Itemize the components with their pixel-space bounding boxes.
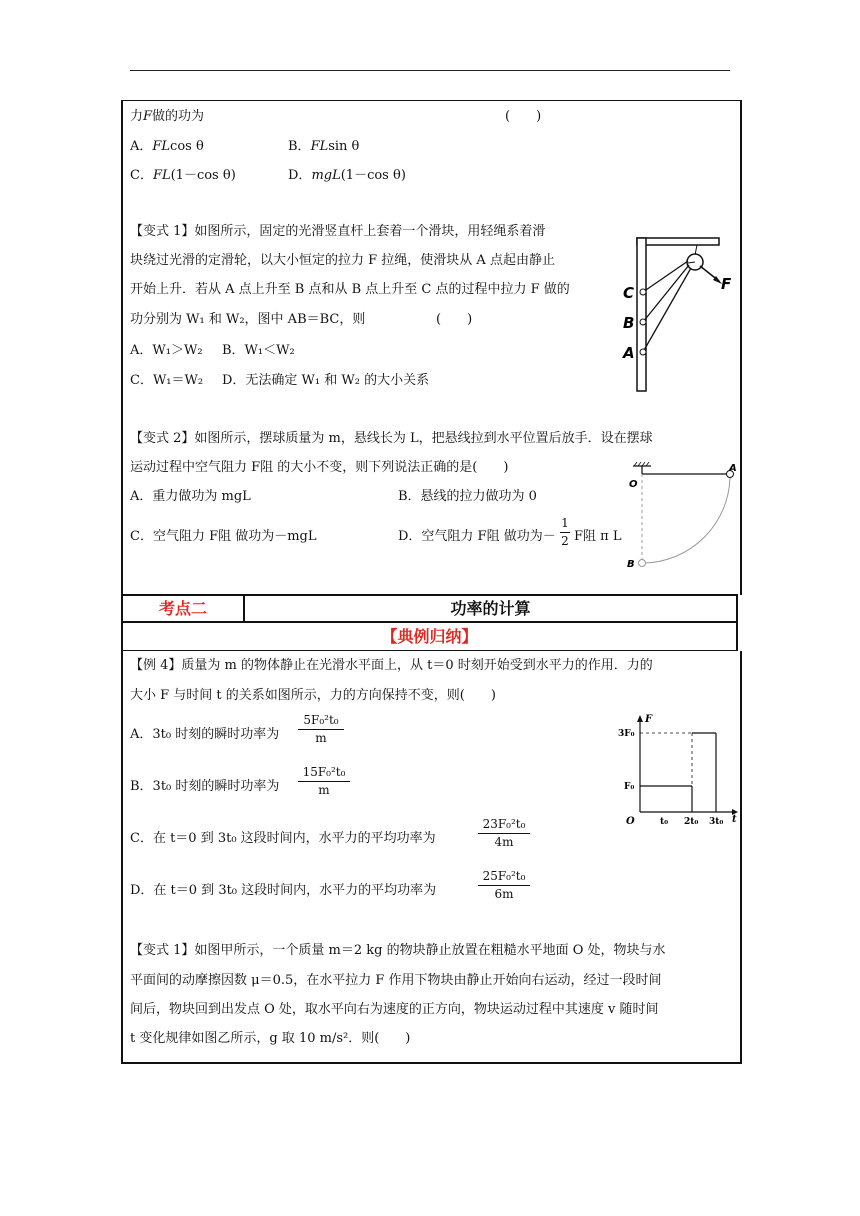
pendulum-figure (625, 462, 737, 572)
origin-label: O (626, 816, 635, 827)
question-stem-tail: 力F做的功为 (130, 109, 205, 124)
tick-2t0: 2t₀ (684, 817, 699, 827)
example4-option-b: B．3t₀ 时刻的瞬时功率为 (130, 779, 280, 794)
label-a: A (623, 344, 635, 362)
label-a: A (729, 463, 737, 474)
tick-f0: F₀ (624, 782, 635, 792)
tick-3f0: 3F₀ (618, 729, 635, 739)
variant1-option-d: D．无法确定 W₁ 和 W₂ 的大小关系 (222, 373, 430, 388)
variant2-option-d-post: F阻 π L (574, 529, 622, 544)
variant3-line3: 间后，物块回到出发点 O 处，取水平向右为速度的正方向，物块运动过程中其速度 v 随时间 (130, 1002, 659, 1017)
variant2-line2: 运动过程中空气阻力 F阻 的大小不变，则下列说法正确的是( ) (130, 460, 509, 475)
header-rule (130, 70, 730, 71)
variant3-line1: 【变式 1】如图甲所示，一个质量 m＝2 kg 的物块静止放置在粗糙水平地面 O 处，物块与水 (130, 943, 666, 958)
variant1-line4: 功分别为 W₁ 和 W₂，图中 AB＝BC，则 (130, 312, 366, 327)
example4-option-a: A．3t₀ 时刻的瞬时功率为 (130, 727, 280, 742)
variant2-option-c: C．空气阻力 F阻 做功为－mgL (130, 529, 317, 544)
tick-t0: t₀ (660, 817, 669, 827)
variant1-option-b: B．W₁＜W₂ (222, 343, 295, 358)
label-f: F (721, 275, 732, 293)
variant2-option-d-fraction: 1 2 (561, 516, 569, 548)
section-title: 功率的计算 (450, 599, 531, 618)
variant2-option-d-pre: D．空气阻力 F阻 做功为－ (398, 529, 556, 544)
section-subtitle: 【典例归纳】 (121, 623, 738, 651)
variant3-line4: t 变化规律如图乙所示，g 取 10 m/s²．则( ) (130, 1031, 411, 1046)
variant3-line2: 平面间的动摩擦因数 μ＝0.5，在水平拉力 F 作用下物块由静止开始向右运动，经过一段时间 (130, 973, 662, 988)
section-header-row (121, 594, 738, 623)
example4-option-b-fraction: 15F₀²t₀ m (298, 765, 350, 798)
variant1-line3: 开始上升．若从 A 点上升至 B 点和从 B 点上升至 C 点的过程中拉力 F 做的 (130, 282, 570, 297)
axis-f-label: F (645, 714, 653, 725)
example4-option-d-fraction: 25F₀²t₀ 6m (478, 869, 530, 902)
force-time-graph (612, 712, 742, 832)
option-a: A．FLcos θ (130, 139, 204, 154)
variant1-option-c: C．W₁＝W₂ (130, 373, 204, 388)
example4-option-c-fraction: 23F₀²t₀ 4m (478, 817, 530, 850)
example4-option-a-fraction: 5F₀²t₀ m (298, 713, 344, 746)
example4-option-c: C．在 t＝0 到 3t₀ 这段时间内，水平力的平均功率为 (130, 831, 436, 846)
variant1-bracket: ( ) (436, 312, 473, 327)
label-b: B (627, 559, 635, 570)
option-d: D．mgL(1－cos θ) (288, 168, 406, 183)
option-b: B．FLsin θ (288, 139, 360, 154)
variant1-line2: 块绕过光滑的定滑轮，以大小恒定的拉力 F 拉绳，使滑块从 A 点起由静止 (130, 253, 555, 268)
pulley-rod-figure (615, 235, 735, 395)
variant2-line1: 【变式 2】如图所示，摆球质量为 m，悬线长为 L，把悬线拉到水平位置后放手．设在摆球 (130, 431, 653, 446)
option-c: C．FL(1－cos θ) (130, 168, 236, 183)
label-b: B (623, 314, 635, 332)
variant1-line1: 【变式 1】如图所示，固定的光滑竖直杆上套着一个滑块，用轻绳系着滑 (130, 224, 546, 239)
example4-line2: 大小 F 与时间 t 的关系如图所示，力的方向保持不变，则( ) (130, 688, 496, 703)
label-c: C (623, 284, 635, 302)
answer-bracket: ( ) (505, 109, 542, 124)
variant2-option-a: A．重力做功为 mgL (130, 489, 251, 504)
axis-t-label: t (732, 814, 737, 825)
label-o: O (629, 479, 638, 490)
example4-option-d: D．在 t＝0 到 3t₀ 这段时间内，水平力的平均功率为 (130, 883, 437, 898)
tick-3t0: 3t₀ (709, 817, 724, 827)
variant2-option-b: B．悬线的拉力做功为 0 (398, 489, 537, 504)
section-label: 考点二 (123, 596, 245, 621)
example4-line1: 【例 4】质量为 m 的物体静止在光滑水平面上，从 t＝0 时刻开始受到水平力的作用．力的 (130, 658, 653, 673)
variant1-option-a: A．W₁＞W₂ (130, 343, 203, 358)
